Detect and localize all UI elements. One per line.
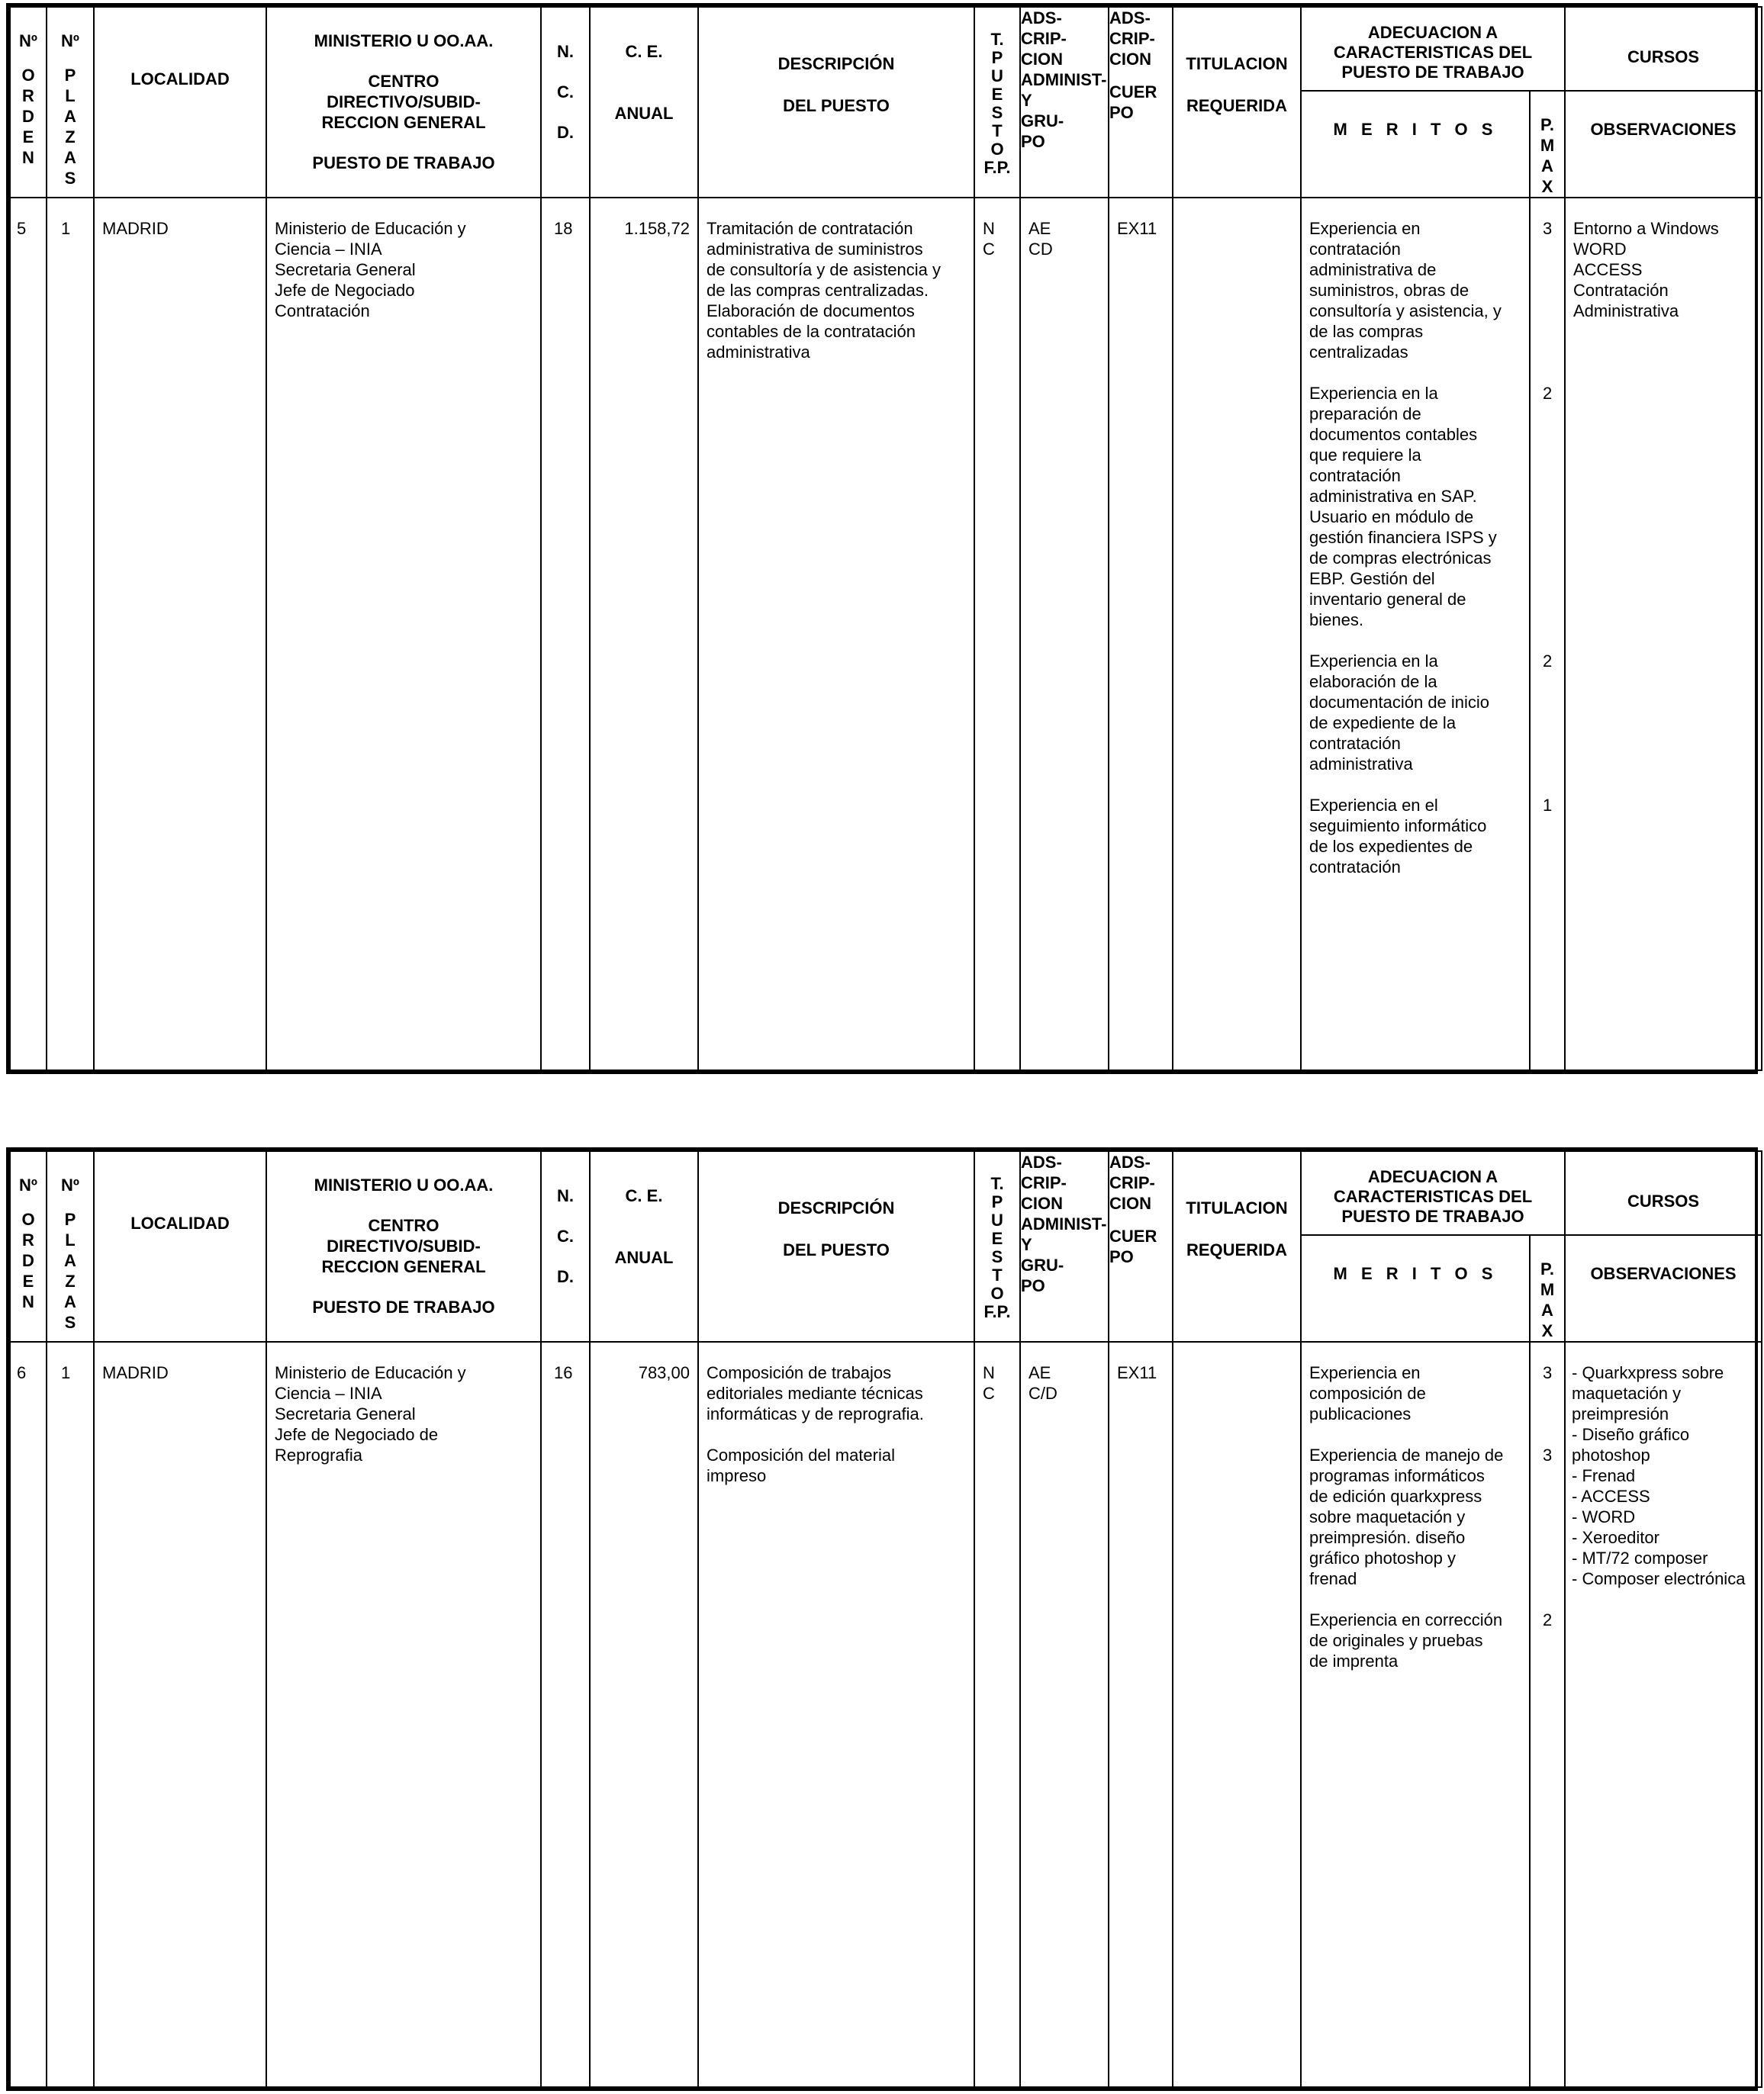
cell-tpuesto: N C — [974, 198, 1020, 1070]
header-titulacion: TITULACION REQUERIDA — [1173, 7, 1301, 198]
positions-table-1 — [9, 6, 1762, 1071]
merito-item: Experiencia en composición de publicaciones — [1309, 1363, 1426, 1423]
header-orden: Nº O R D E N — [10, 1151, 47, 1342]
header-localidad: LOCALIDAD — [94, 7, 266, 198]
merito-item: Experiencia en el seguimiento informático de los expedientes de contratación — [1309, 796, 1487, 877]
cell-centro: Ministerio de Educación y Ciencia – INIA Secretaria General Jefe de Negociado Contratación — [266, 198, 541, 1070]
header-descripcion: DESCRIPCIÓN DEL PUESTO — [698, 7, 974, 198]
cell-titulacion — [1173, 198, 1301, 1070]
header-adscripcion-grupo: ADS- CRIP- CION ADMINIST- Y GRU- PO — [1020, 1151, 1109, 1342]
cell-pmax — [1530, 1342, 1565, 2087]
header-observaciones: OBSERVACIONES — [1565, 1235, 1762, 1342]
header-cursos: CURSOS — [1565, 7, 1762, 91]
header-ncd: N. C. D. — [541, 7, 590, 198]
sheet-1 — [6, 3, 1758, 1074]
header-adscripcion-cuerpo: ADS- CRIP- CION CUER PO — [1109, 7, 1173, 198]
header-tpuesto: T. P U E S T O F.P. — [974, 7, 1020, 198]
pmax-value: 2 — [1543, 651, 1553, 671]
cell-ncd: 18 — [541, 198, 590, 1070]
cell-descripcion: Tramitación de contratación administrativa de suministros de consultoría y de asistencia y de las compras centralizadas. Elaboración de documentos contables de la contratación administrativa — [698, 198, 974, 1070]
cell-ce: 783,00 — [590, 1342, 698, 2087]
pmax-value: 3 — [1543, 1446, 1553, 1465]
cell-meritos — [1301, 1342, 1530, 2087]
header-ncd: N. C. D. — [541, 1151, 590, 1342]
merito-item: Experiencia en la preparación de documentos contables que requiere la contratación administrativa en SAP. Usuario en módulo de gestión financiera ISPS y de compras electrónicas EBP. Gestión del inventario general de bienes. — [1309, 384, 1497, 629]
cell-orden: 5 — [10, 198, 47, 1070]
header-cursos: CURSOS — [1565, 1151, 1762, 1235]
cell-localidad: MADRID — [94, 1342, 266, 2087]
cell-localidad: MADRID — [94, 198, 266, 1070]
pmax-value: 3 — [1543, 1363, 1553, 1382]
cell-orden: 6 — [10, 1342, 47, 2087]
pmax-value: 2 — [1543, 384, 1553, 403]
merito-item: Experiencia en contratación administrativa de suministros, obras de consultoría y asistencia, y de las compras centralizadas — [1309, 219, 1502, 362]
header-orden: Nº O R D E N — [10, 7, 47, 198]
header-titulacion: TITULACION REQUERIDA — [1173, 1151, 1301, 1342]
cell-pmax — [1530, 198, 1565, 1070]
header-plazas: Nº P L A Z A S — [47, 1151, 94, 1342]
cell-cursos: - Quarkxpress sobre maquetación y preimpresión - Diseño gráfico photoshop - Frenad - ACCESS - WORD - Xeroeditor - MT/72 composer - Composer electrónica — [1565, 1342, 1762, 2087]
header-ce: C. E. ANUAL — [590, 1151, 698, 1342]
header-ministerio: MINISTERIO U OO.AA. CENTRO DIRECTIVO/SUBID- RECCION GENERAL PUESTO DE TRABAJO — [266, 7, 541, 198]
header-tpuesto: T. P U E S T O F.P. — [974, 1151, 1020, 1342]
header-localidad: LOCALIDAD — [94, 1151, 266, 1342]
header-meritos: M E R I T O S — [1301, 91, 1530, 198]
header-adscripcion-grupo: ADS- CRIP- CION ADMINIST- Y GRU- PO — [1020, 7, 1109, 198]
cell-plazas: 1 — [47, 198, 94, 1070]
header-pmax: P. M A X — [1530, 91, 1565, 198]
cell-ads-grupo: AE CD — [1020, 198, 1109, 1070]
header-ce: C. E. ANUAL — [590, 7, 698, 198]
header-adecuacion: ADECUACION A CARACTERISTICAS DEL PUESTO DE TRABAJO — [1301, 1151, 1565, 1235]
table-row — [10, 198, 1762, 1070]
header-adecuacion: ADECUACION A CARACTERISTICAS DEL PUESTO DE TRABAJO — [1301, 7, 1565, 91]
header-observaciones: OBSERVACIONES — [1565, 91, 1762, 198]
pmax-value: 2 — [1543, 1610, 1553, 1629]
header-ministerio: MINISTERIO U OO.AA. CENTRO DIRECTIVO/SUBID- RECCION GENERAL PUESTO DE TRABAJO — [266, 1151, 541, 1342]
cell-plazas: 1 — [47, 1342, 94, 2087]
merito-item: Experiencia de manejo de programas informáticos de edición quarkxpress sobre maquetación y preimpresión. diseño gráfico photoshop y frenad — [1309, 1446, 1504, 1588]
cell-titulacion — [1173, 1342, 1301, 2087]
cell-centro: Ministerio de Educación y Ciencia – INIA Secretaria General Jefe de Negociado de Reprografia — [266, 1342, 541, 2087]
cell-ncd: 16 — [541, 1342, 590, 2087]
cell-ads-grupo: AE C/D — [1020, 1342, 1109, 2087]
positions-table-2 — [9, 1150, 1762, 2088]
pmax-value: 3 — [1543, 219, 1553, 238]
pmax-value: 1 — [1543, 796, 1553, 815]
header-pmax: P. M A X — [1530, 1235, 1565, 1342]
cell-ce: 1.158,72 — [590, 198, 698, 1070]
cell-tpuesto: N C — [974, 1342, 1020, 2087]
sheet-2 — [6, 1147, 1758, 2091]
header-descripcion: DESCRIPCIÓN DEL PUESTO — [698, 1151, 974, 1342]
cell-cursos: Entorno a Windows WORD ACCESS Contratación Administrativa — [1565, 198, 1762, 1070]
cell-ads-cuerpo: EX11 — [1109, 198, 1173, 1070]
header-plazas: Nº P L A Z A S — [47, 7, 94, 198]
header-meritos: M E R I T O S — [1301, 1235, 1530, 1342]
cell-meritos — [1301, 198, 1530, 1070]
merito-item: Experiencia en la elaboración de la documentación de inicio de expediente de la contratación administrativa — [1309, 651, 1490, 774]
cell-ads-cuerpo: EX11 — [1109, 1342, 1173, 2087]
header-adscripcion-cuerpo: ADS- CRIP- CION CUER PO — [1109, 1151, 1173, 1342]
table-row — [10, 1342, 1762, 2087]
merito-item: Experiencia en corrección de originales y pruebas de imprenta — [1309, 1610, 1503, 1671]
cell-descripcion: Composición de trabajos editoriales mediante técnicas informáticas y de reprografia. Composición del material impreso — [698, 1342, 974, 2087]
